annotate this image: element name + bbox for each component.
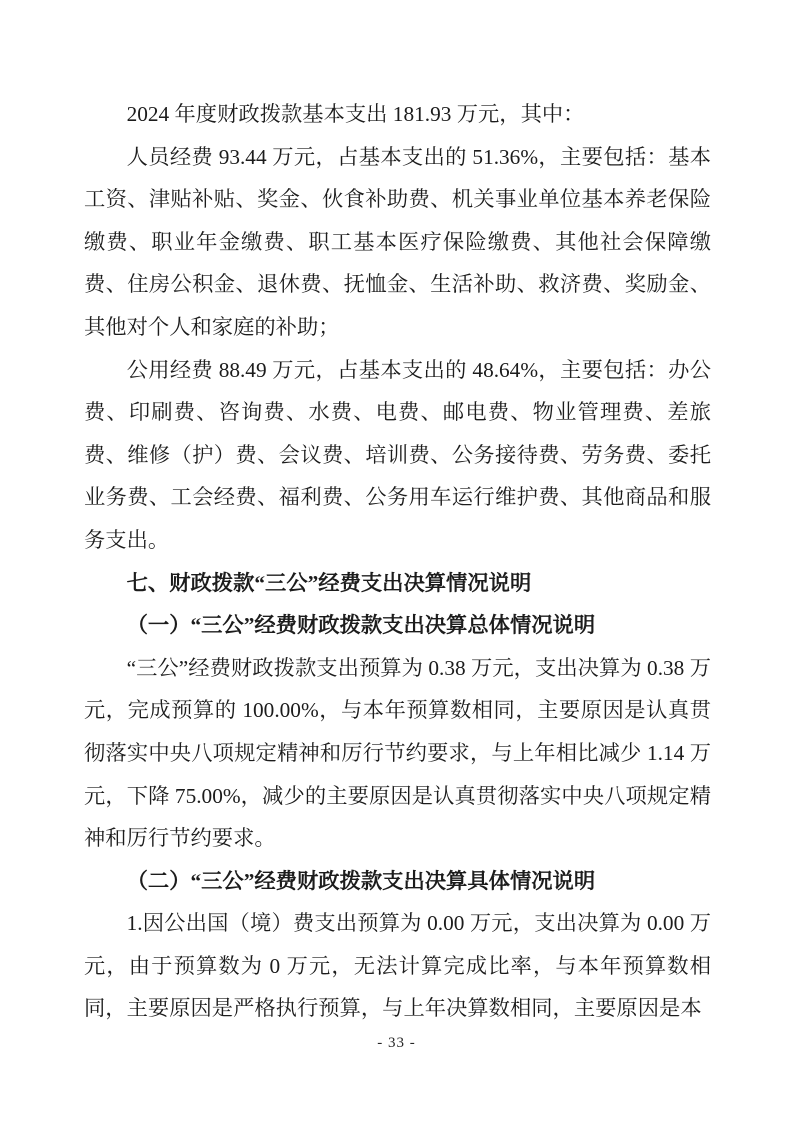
paragraph-basic-expenditure-total: 2024 年度财政拨款基本支出 181.93 万元，其中： (126, 102, 585, 126)
subsection-heading-one: （一）“三公”经费财政拨款支出决算总体情况说明 (126, 613, 596, 638)
section-heading-seven: 七、财政拨款“三公”经费支出决算情况说明 (126, 570, 532, 595)
document-body (84, 93, 711, 1030)
subsection-heading-two: （二）“三公”经费财政拨款支出决算具体情况说明 (126, 868, 596, 893)
paragraph-public-expenses: 公用经费 88.49 万元，占基本支出的 48.64%，主要包括：办公费、印刷费、咨询费、水费、电费、邮电费、物业管理费、差旅费、维修（护）费、会议费、培训费、公务接待费、劳务费、委托业务费、工会经费、福利费、公务用车运行维护费、其他商品和服务支出。 (84, 357, 711, 552)
page-number: - 33 - (377, 1035, 416, 1051)
paragraph-personnel-expenses: 人员经费 93.44 万元，占基本支出的 51.36%，主要包括：基本工资、津贴补贴、奖金、伙食补助费、机关事业单位基本养老保险缴费、职业年金缴费、职工基本医疗保险缴费、其他社会保障缴费、住房公积金、退休费、抚恤金、生活补助、救济费、奖励金、其他对个人和家庭的补助； (84, 144, 711, 339)
paragraph-three-public-overview: “三公”经费财政拨款支出预算为 0.38 万元，支出决算为 0.38 万元，完成预算的 100.00%，与本年预算数相同，主要原因是认真贯彻落实中央八项规定精神和厉行节约要求，与上年相比减少 1.14 万元，下降 75.00%，减少的主要原因是认真贯彻落实中央八项规定精神和厉行节约要求。 (84, 655, 711, 851)
paragraph-overseas-travel-expenses: 1.因公出国（境）费支出预算为 0.00 万元，支出决算为 0.00 万元，由于预算数为 0 万元，无法计算完成比率，与本年预算数相同，主要原因是严格执行预算，与上年决算数相同，主要原因是本 (84, 911, 711, 1021)
